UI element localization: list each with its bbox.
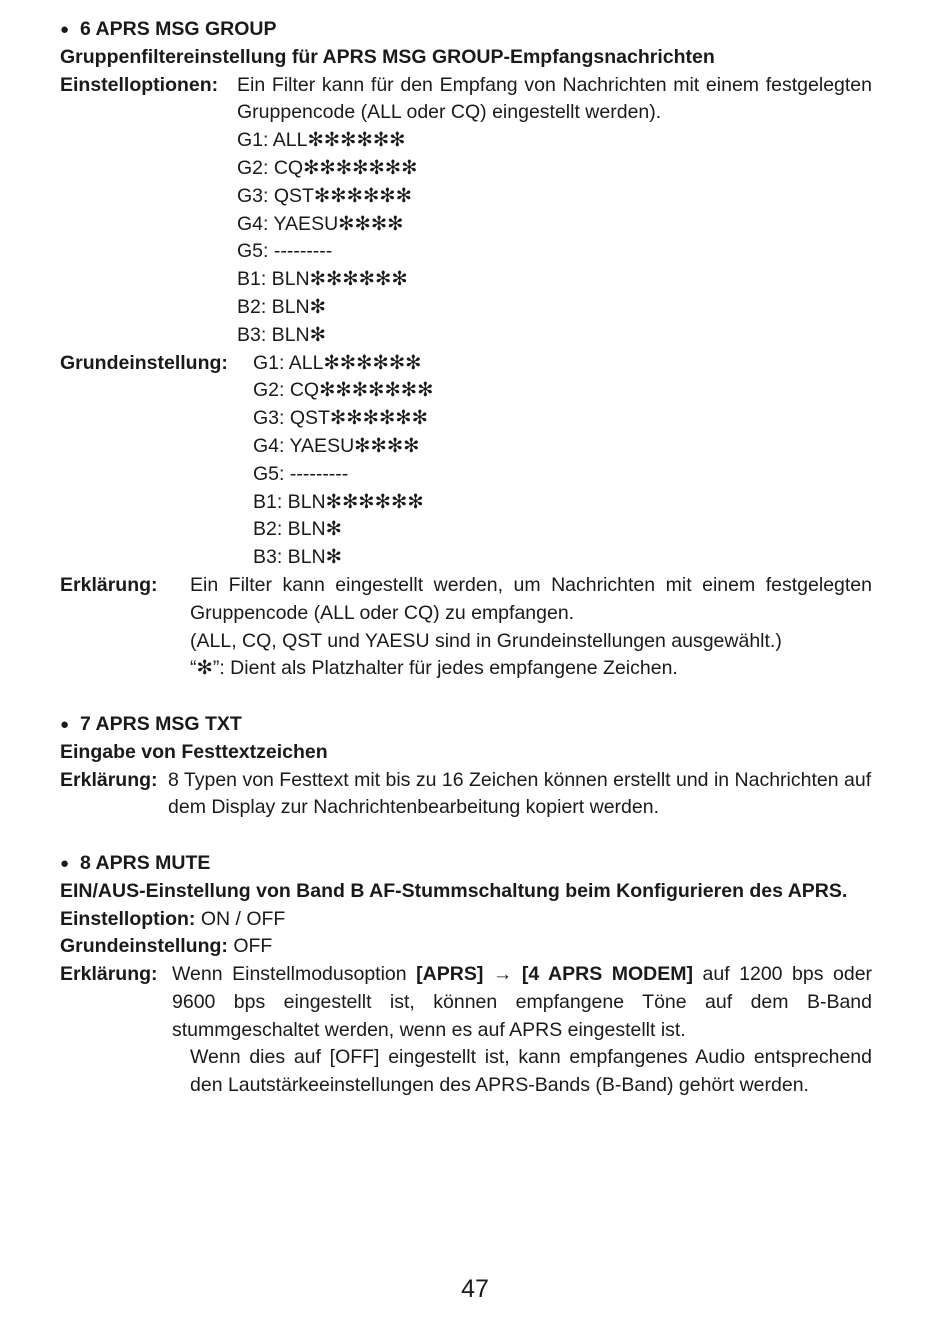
option-item: G4: YAESU✻✻✻✻ <box>237 212 404 235</box>
default-item: B2: BLN✻ <box>253 518 342 541</box>
options-text: Ein Filter kann für den Empfang von Nachrichten mit einem festgelegten Gruppencode (ALL oder CQ) eingestellt werden). <box>237 73 872 124</box>
section-8-default <box>60 933 872 961</box>
option-item: B2: BLN✻ <box>237 295 326 318</box>
section-7-subtitle: Eingabe von Festtextzeichen <box>60 740 328 763</box>
option-item: G1: ALL✻✻✻✻✻✻ <box>237 129 406 152</box>
section-6-defaults <box>60 350 872 572</box>
explanation-text: Wenn Einstellmodusoption [APRS] → [4 APRS MODEM] auf 1200 bps oder 9600 bps eingestellt ist, können empfangene Töne auf dem B-Band stummgeschaltet werden, wenn es auf APRS eingestellt ist. <box>172 963 873 1041</box>
default-item: B1: BLN✻✻✻✻✻✻ <box>253 490 424 513</box>
option-item: G2: CQ✻✻✻✻✻✻✻ <box>237 156 418 179</box>
default-item: G2: CQ✻✻✻✻✻✻✻ <box>253 379 434 402</box>
default-item: G3: QST✻✻✻✻✻✻ <box>253 407 428 430</box>
page-number: 47 <box>461 1275 489 1303</box>
menu-key: [4 APRS MODEM] <box>521 963 693 986</box>
section-6-title: ● 6 APRS MSG GROUP <box>60 16 872 44</box>
section-8-option <box>60 906 872 934</box>
section-6-explanation <box>60 572 872 683</box>
options-list <box>237 127 872 349</box>
bullet-icon: ● <box>60 21 70 38</box>
section-8-subtitle: EIN/AUS-Einstellung von Band B AF-Stummschaltung beim Konfigurieren des APRS. <box>60 879 848 902</box>
option-item: G3: QST✻✻✻✻✻✻ <box>237 184 412 207</box>
explanation-text: Ein Filter kann eingestellt werden, um Nachrichten mit einem festgelegten Gruppencode (ALL oder CQ) zu empfangen. <box>190 573 872 624</box>
explanation-note: “✻”: Dient als Platzhalter für jedes empfangene Zeichen. <box>190 657 678 680</box>
default-item: G1: ALL✻✻✻✻✻✻ <box>253 351 422 374</box>
options-label: Einstelloptionen: <box>60 73 219 96</box>
menu-key: [APRS] <box>416 963 484 986</box>
default-item: B3: BLN✻ <box>253 546 342 569</box>
explanation-label: Erklärung: <box>60 573 158 596</box>
bullet-icon: ● <box>60 854 70 872</box>
default-item: G5: --------- <box>253 462 349 485</box>
option-item: G5: --------- <box>237 240 333 263</box>
explanation-note: Wenn dies auf [OFF] eingestellt ist, kann empfangenes Audio entsprechend den Lautstärkeeinstellungen des APRS-Bands (B-Band) gehört werden. <box>190 1046 872 1097</box>
option-value: ON / OFF <box>200 907 286 930</box>
default-value: OFF <box>233 935 273 958</box>
arrow-icon: → <box>492 963 513 986</box>
option-item: B1: BLN✻✻✻✻✻✻ <box>237 268 408 291</box>
option-item: B3: BLN✻ <box>237 323 326 346</box>
bullet-icon: ● <box>60 715 70 733</box>
option-label: Einstelloption: <box>60 907 196 930</box>
explanation-text: 8 Typen von Festtext mit bis zu 16 Zeichen können erstellt und in Nachrichten auf dem Display zur Nachrichtenbearbeitung kopiert werden. <box>168 768 872 819</box>
section-8-title: ● 8 APRS MUTE <box>60 850 872 878</box>
section-6-options <box>60 72 872 350</box>
section-8-explanation <box>60 961 872 1044</box>
explanation-label: Erklärung: <box>60 963 158 986</box>
default-item: G4: YAESU✻✻✻✻ <box>253 434 420 457</box>
explanation-note: (ALL, CQ, QST und YAESU sind in Grundeinstellungen ausgewählt.) <box>190 629 782 652</box>
default-label: Grundeinstellung: <box>60 351 228 374</box>
defaults-list <box>253 350 872 572</box>
section-7-explanation <box>60 767 872 823</box>
default-label: Grundeinstellung: <box>60 935 228 958</box>
section-7-title: ● 7 APRS MSG TXT <box>60 711 872 739</box>
manual-page <box>60 16 872 1100</box>
explanation-label: Erklärung: <box>60 768 158 791</box>
section-6-subtitle: Gruppenfiltereinstellung für APRS MSG GROUP-Empfangsnachrichten <box>60 45 715 68</box>
